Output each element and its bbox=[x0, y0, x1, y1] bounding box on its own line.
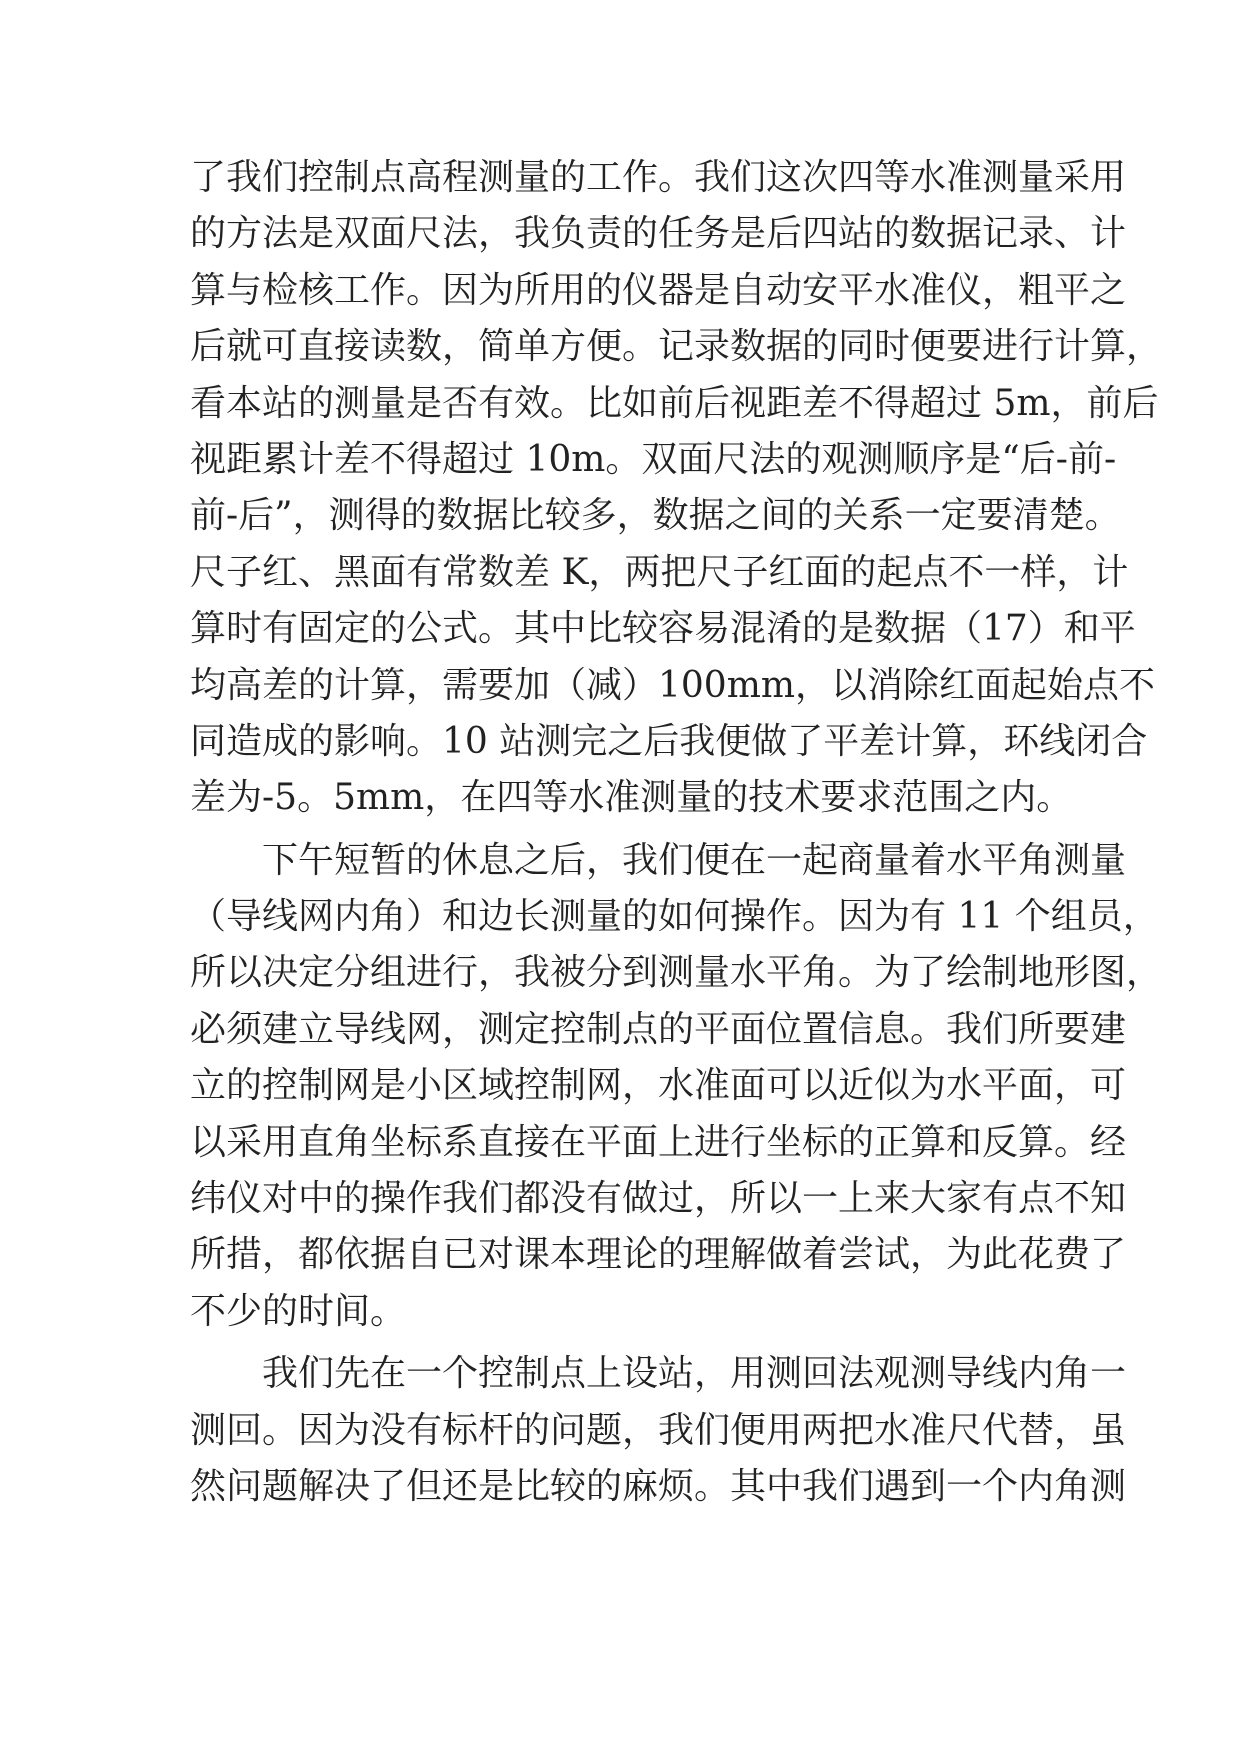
text-line: 下午短暂的休息之后，我们便在一起商量着水平角测量 bbox=[262, 839, 1127, 881]
text-line: 然问题解决了但还是比较的麻烦。其中我们遇到一个内角测 bbox=[190, 1465, 1127, 1507]
paragraph bbox=[190, 150, 1163, 827]
text-line: 必须建立导线网，测定控制点的平面位置信息。我们所要建 bbox=[190, 1008, 1127, 1050]
text-line: 同造成的影响。10 站测完之后我便做了平差计算，环线闭合 bbox=[190, 720, 1148, 762]
text-line: 后就可直接读数，简单方便。记录数据的同时便要进行计算， bbox=[190, 326, 1163, 368]
text-line: 以采用直角坐标系直接在平面上进行坐标的正算和反算。经 bbox=[190, 1121, 1127, 1163]
text-line: 所以决定分组进行，我被分到测量水平角。为了绘制地形图， bbox=[190, 952, 1163, 994]
text-line: 均高差的计算，需要加（减）100mm，以消除红面起始点不 bbox=[190, 664, 1155, 706]
paragraph bbox=[190, 833, 1163, 1341]
text-line: 尺子红、黑面有常数差 K，两把尺子红面的起点不一样，计 bbox=[190, 551, 1129, 593]
text-line: 前-后”，测得的数据比较多，数据之间的关系一定要清楚。 bbox=[190, 495, 1121, 537]
text-line: 的方法是双面尺法，我负责的任务是后四站的数据记录、计 bbox=[190, 213, 1127, 255]
text-line: 立的控制网是小区域控制网，水准面可以近似为水平面，可 bbox=[190, 1065, 1127, 1107]
document-page bbox=[190, 150, 1163, 1515]
text-line: 算与检核工作。因为所用的仪器是自动安平水准仪，粗平之 bbox=[190, 269, 1127, 311]
text-line: 看本站的测量是否有效。比如前后视距差不得超过 5m，前后 bbox=[190, 382, 1159, 424]
text-line: 不少的时间。 bbox=[190, 1290, 407, 1332]
text-line: 所措，都依据自已对课本理论的理解做着尝试，为此花费了 bbox=[190, 1234, 1127, 1276]
paragraph bbox=[190, 1346, 1127, 1515]
text-line: （导线网内角）和边长测量的如何操作。因为有 11 个组员， bbox=[190, 896, 1159, 938]
text-line: 视距累计差不得超过 10m。双面尺法的观测顺序是“后-前- bbox=[190, 438, 1117, 480]
text-line: 差为-5。5mm，在四等水准测量的技术要求范围之内。 bbox=[190, 777, 1073, 819]
text-line: 纬仪对中的操作我们都没有做过，所以一上来大家有点不知 bbox=[190, 1178, 1127, 1220]
text-line: 我们先在一个控制点上设站，用测回法观测导线内角一 bbox=[262, 1353, 1127, 1395]
text-line: 算时有固定的公式。其中比较容易混淆的是数据（17）和平 bbox=[190, 608, 1136, 650]
text-line: 了我们控制点高程测量的工作。我们这次四等水准测量采用 bbox=[190, 157, 1127, 198]
text-line: 测回。因为没有标杆的问题，我们便用两把水准尺代替，虽 bbox=[190, 1409, 1127, 1451]
